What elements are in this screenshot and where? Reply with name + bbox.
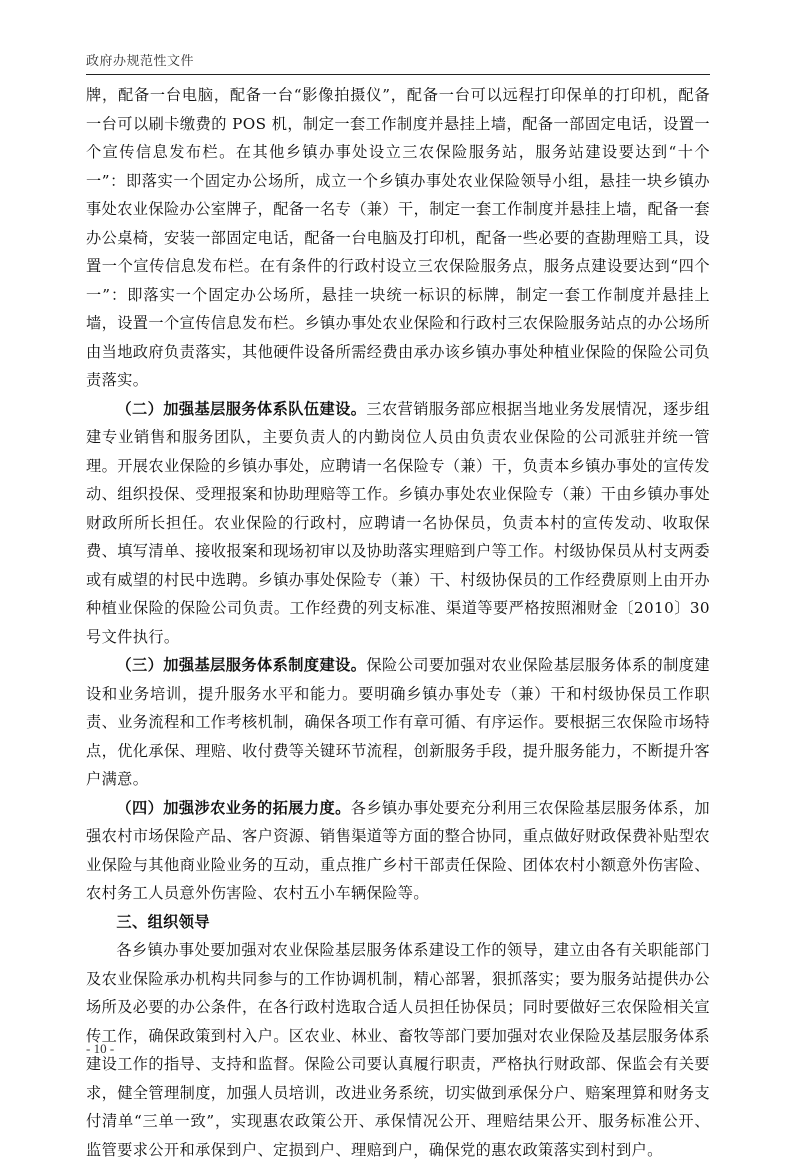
paragraph-business-expansion [86,794,710,908]
paragraph-team-building [86,395,710,652]
section-heading-business-expansion: （四）加强涉农业务的拓展力度。 [116,798,351,817]
section-title-organization: 三、组织领导 [116,912,210,931]
paragraph-text: 保险公司要加强对农业保险基层服务体系的制度建设和业务培训，提升服务水平和能力。要明确乡镇办事处专（兼）干和村级协保员工作职责、业务流程和工作考核机制，确保各项工作有章可循、有序运作。要根据三农保险市场特点，优化承保、理赔、收付费等关键环节流程，创新服务手段，提升服务能力，不断提升客户满意。 [86,656,710,788]
header-title: 政府办规范性文件 [86,54,195,69]
document-body [86,81,710,1164]
paragraph-system-building [86,651,710,794]
page-number: - 10 - [86,1041,115,1056]
section-heading-system-building: （三）加强基层服务体系制度建设。 [116,656,367,674]
page-header [86,50,710,75]
paragraph-text: 各乡镇办事处要充分利用三农保险基层服务体系，加强农村市场保险产品、客户资源、销售渠道等方面的整合协同，重点做好财政保费补贴型农业保险与其他商业险业务的互动，重点推广乡村干部责任保险、团体农村小额意外伤害险、农村务工人员意外伤害险、农村五小车辆保险等。 [86,798,711,902]
paragraph-organization-leadership: 各乡镇办事处要加强对农业保险基层服务体系建设工作的领导，建立由各有关职能部门及农业保险承办机构共同参与的工作协调机制，精心部署，狠抓落实；要为服务站提供办公场所及必要的办公条件，在各行政村选取合适人员担任协保员；同时要做好三农保险相关宣传工作，确保政策到村入户。区农业、林业、畜牧等部门要加强对农业保险及基层服务体系建设工作的指导、支持和监督。保险公司要认真履行职责，严格执行财政部、保监会有关要求，健全管理制度，加强人员培训，改进业务系统，切实做到承保分户、赔案理算和财务支付清单“三单一致”，实现惠农政策公开、承保情况公开、理赔结果公开、服务标准公开、监管要求公开和承保到户、定损到户、理赔到户，确保党的惠农政策落实到村到户。 [86,941,710,1159]
paragraph-text: 三农营销服务部应根据当地业务发展情况，逐步组建专业销售和服务团队，主要负责人的内勤岗位人员由负责农业保险的公司派驻并统一管理。开展农业保险的乡镇办事处，应聘请一名保险专（兼）干，负责本乡镇办事处的宣传发动、组织投保、受理报案和协助理赔等工作。乡镇办事处农业保险专（兼）干由乡镇办事处财政所所长担任。农业保险的行政村，应聘请一名协保员，负责本村的宣传发动、收取保费、填写清单、接收报案和现场初审以及协助落实理赔到户等工作。村级协保员从村支两委或有威望的村民中选聘。乡镇办事处保险专（兼）干、村级协保员的工作经费原则上由开办种植业保险的保险公司负责。工作经费的列支标准、渠道等要严格按照湘财金〔2010〕30 号文件执行。 [86,399,710,646]
section-heading-team-building: （二）加强基层服务体系队伍建设。 [116,399,367,418]
paragraph-service-station-requirements: 牌，配备一台电脑，配备一台“影像拍摄仪”，配备一台可以远程打印保单的打印机，配备一台可以刷卡缴费的 POS 机，制定一套工作制度并悬挂上墙，配备一部固定电话，设置一个宣传信息发布栏。在其他乡镇办事处设立三农保险服务站，服务站建设要达到“十个一”：即落实一个固定办公场所，成立一个乡镇办事处农业保险领导小组，悬挂一块乡镇办事处农业保险办公室牌子，配备一名专（兼）干，制定一套工作制度并悬挂上墙，配备一套办公桌椅，安装一部固定电话，配备一台电脑及打印机，配备一些必要的查勘理赔工具，设置一个宣传信息发布栏。在有条件的行政村设立三农保险服务点，服务点建设要达到“四个一”：即落实一个固定办公场所，悬挂一块统一标识的标牌，制定一套工作制度并悬挂上墙，设置一个宣传信息发布栏。乡镇办事处农业保险和行政村三农保险服务站点的办公场所由当地政府负责落实，其他硬件设备所需经费由承办该乡镇办事处种植业保险的保险公司负责落实。 [86,86,710,389]
